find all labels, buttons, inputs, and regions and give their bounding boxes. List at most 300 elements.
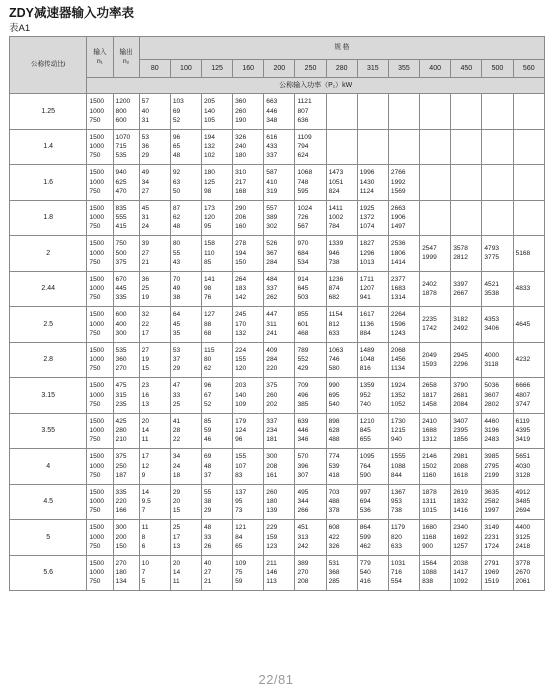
cell-value: 9 [141, 471, 146, 479]
cell-value: 557 [266, 204, 278, 212]
cell-value: 2791 [484, 559, 500, 567]
power-cell [295, 307, 326, 343]
cell-value: 73 [235, 507, 243, 515]
cell-value: 1683 [390, 285, 406, 293]
cell-value: 1500 [89, 240, 105, 248]
cell-value: 120 [235, 365, 247, 373]
ratio-cell: 4 [10, 449, 87, 485]
cell-value: 134 [115, 578, 127, 586]
cell-value: 884 [359, 329, 371, 337]
cell-value: 210 [115, 436, 127, 444]
cell-value: 645 [297, 285, 309, 293]
power-cell [201, 555, 232, 591]
cell-value: 240 [235, 143, 247, 151]
cell-value: 205 [203, 98, 215, 106]
cell-value: 278 [235, 240, 247, 248]
output-speed-cell [113, 520, 139, 556]
ratio-cell: 5 [10, 520, 87, 556]
cell-value: 844 [390, 471, 402, 479]
cell-value: 1489 [359, 346, 375, 354]
cell-value: 181 [266, 436, 278, 444]
power-cell [388, 236, 419, 272]
cell-value: 1352 [390, 391, 406, 399]
cell-value: 115 [203, 346, 215, 354]
cell-value: 534 [297, 258, 309, 266]
cell-value: 45 [172, 320, 181, 328]
power-cell [201, 413, 232, 449]
cell-value: 194 [235, 249, 247, 257]
input-speed-header [87, 37, 113, 78]
cell-value: 2296 [453, 360, 468, 368]
cell-value: 229 [266, 524, 278, 532]
power-cell [388, 200, 419, 236]
power-cell [420, 200, 451, 236]
cell-value: 2402 [422, 280, 437, 288]
cell-value: 997 [359, 488, 371, 496]
cell-value: 789 [297, 346, 309, 354]
cell-value: 1500 [89, 488, 105, 496]
cell-value: 96 [235, 436, 243, 444]
size-header-cell: 160 [233, 60, 264, 78]
cell-value: 715 [115, 143, 127, 151]
power-cell [295, 484, 326, 520]
cell-value: 1367 [390, 488, 406, 496]
cell-value: 855 [297, 311, 309, 319]
cell-value: 180 [235, 152, 247, 160]
ratio-cell: 2 [10, 236, 87, 272]
cell-value: 33 [203, 533, 212, 541]
power-cell [201, 342, 232, 378]
cell-value: 1051 [328, 178, 344, 186]
cell-value: 142 [235, 294, 247, 302]
cell-value: 1856 [453, 436, 468, 444]
cell-value: 1070 [115, 133, 131, 141]
power-cell [513, 555, 544, 591]
ratio-cell: 2.5 [10, 307, 87, 343]
cell-value: 270 [297, 569, 309, 577]
power-cell [233, 236, 264, 272]
cell-value: 750 [115, 240, 127, 248]
cell-value: 203 [235, 382, 247, 390]
cell-value: 567 [297, 223, 309, 231]
cell-value: 429 [297, 365, 309, 373]
cell-value: 173 [203, 204, 215, 212]
power-cell [139, 271, 170, 307]
power-cell [420, 271, 451, 307]
cell-value: 140 [203, 107, 215, 115]
ratio-cell: 1.8 [10, 200, 87, 236]
cell-value: 953 [390, 498, 402, 506]
cell-value: 1296 [359, 249, 375, 257]
cell-value: 113 [266, 578, 277, 586]
cell-value: 2582 [484, 498, 500, 506]
cell-value: 102 [203, 152, 215, 160]
cell-value: 127 [203, 311, 215, 319]
cell-value: 180 [266, 498, 278, 506]
cell-value: 37 [172, 356, 181, 364]
cell-value: 348 [266, 116, 278, 124]
cell-value: 2264 [390, 311, 406, 319]
cell-value: 2199 [484, 471, 500, 479]
power-cell [357, 449, 388, 485]
cell-value: 105 [203, 116, 215, 124]
cell-value: 160 [235, 223, 247, 231]
cell-value: 16 [141, 391, 149, 399]
cell-value: 4000 [484, 351, 500, 359]
cell-value: 2483 [484, 436, 500, 444]
cell-value: 1210 [359, 417, 375, 425]
power-cell [451, 165, 482, 201]
power-cell [139, 555, 170, 591]
cell-value: 8 [141, 533, 146, 541]
input-speed-cell [87, 449, 113, 485]
power-cell [139, 449, 170, 485]
cell-value: 639 [297, 417, 309, 425]
cell-value: 14 [172, 569, 181, 577]
cell-value: 535 [115, 152, 127, 160]
cell-value: 260 [266, 391, 278, 399]
cell-value: 468 [297, 329, 309, 337]
power-cell [326, 520, 357, 556]
power-cell [388, 165, 419, 201]
power-cell [388, 555, 419, 591]
cell-value: 1969 [484, 569, 500, 577]
power-cell [388, 449, 419, 485]
power-cell [264, 200, 295, 236]
cell-value: 445 [115, 285, 127, 293]
cell-value: 59 [203, 427, 212, 435]
cell-value: 1564 [422, 559, 437, 567]
cell-value: 65 [172, 143, 181, 151]
cell-value: 19 [141, 294, 149, 302]
cell-value: 952 [359, 391, 371, 399]
cell-value: 32 [141, 311, 149, 319]
cell-value: 85 [203, 258, 212, 266]
cell-value: 187 [115, 471, 127, 479]
cell-value: 208 [297, 578, 309, 586]
cell-value: 415 [115, 223, 127, 231]
cell-value: 67 [203, 391, 212, 399]
cell-value: 15 [141, 365, 149, 373]
cell-value: 1088 [422, 569, 437, 577]
power-cell [388, 307, 419, 343]
cell-value: 470 [115, 187, 127, 195]
cell-value: 824 [328, 187, 340, 195]
table-row [10, 378, 545, 414]
cell-value: 346 [297, 436, 309, 444]
power-cell [420, 378, 451, 414]
input-speed-cell [87, 129, 113, 165]
cell-value: 3196 [484, 427, 500, 435]
cell-value: 260 [235, 107, 247, 115]
ratio-cell: 5.6 [10, 555, 87, 591]
cell-value: 146 [266, 569, 278, 577]
cell-value: 15 [172, 507, 181, 515]
cell-value: 155 [235, 356, 247, 364]
cell-value: 52 [172, 116, 181, 124]
cell-value: 40 [203, 559, 212, 567]
power-cell [295, 342, 326, 378]
table-row [10, 413, 545, 449]
cell-value: 2802 [484, 400, 500, 408]
power-cell [139, 342, 170, 378]
cell-value: 96 [172, 133, 181, 141]
power-cell [420, 484, 451, 520]
cell-value: 1000 [89, 285, 105, 293]
power-cell [264, 413, 295, 449]
cell-value: 132 [235, 329, 247, 337]
cell-value: 1243 [390, 329, 406, 337]
cell-value: 898 [328, 417, 340, 425]
cell-value: 158 [203, 240, 215, 248]
cell-value: 378 [328, 507, 340, 515]
cell-value: 1500 [89, 169, 105, 177]
cell-value: 5 [141, 578, 146, 586]
cell-value: 6 [141, 542, 146, 550]
cell-value: 155 [235, 453, 247, 461]
cell-value: 433 [266, 143, 278, 151]
power-cell [295, 236, 326, 272]
power-cell [264, 236, 295, 272]
power-cell [170, 449, 201, 485]
cell-value: 389 [297, 559, 309, 567]
cell-value: 270 [115, 559, 127, 567]
table-row [10, 449, 545, 485]
cell-value: 48 [203, 524, 212, 532]
cell-value: 784 [328, 223, 340, 231]
cell-value: 554 [390, 578, 402, 586]
cell-value: 748 [297, 178, 309, 186]
cell-value: 31 [141, 214, 149, 222]
power-cell [388, 484, 419, 520]
cell-value: 3538 [484, 289, 500, 297]
cell-value: 1121 [297, 98, 312, 106]
cell-value: 84 [235, 533, 243, 541]
cell-value: 1500 [89, 311, 105, 319]
cell-value: 410 [266, 178, 278, 186]
cell-value: 3182 [453, 316, 468, 324]
power-cell [513, 342, 544, 378]
power-cell [388, 129, 419, 165]
cell-value: 624 [297, 152, 309, 160]
cell-value: 1680 [422, 524, 437, 532]
cell-value: 874 [328, 285, 340, 293]
cell-value: 27 [141, 249, 149, 257]
cell-value: 1000 [89, 107, 105, 115]
cell-value: 29 [172, 488, 181, 496]
cell-value: 914 [297, 275, 309, 283]
cell-value: 159 [266, 533, 278, 541]
cell-value: 488 [328, 436, 340, 444]
cell-value: 107 [235, 462, 247, 470]
cell-value: 2084 [453, 400, 468, 408]
cell-value: 4460 [484, 417, 500, 425]
cell-value: 290 [235, 204, 247, 212]
cell-value: 570 [297, 453, 309, 461]
cell-value: 740 [359, 400, 371, 408]
cell-value: 4353 [484, 316, 500, 324]
cell-value: 87 [172, 204, 181, 212]
unit-header: 公称输入功率（P₁）kW [87, 78, 545, 94]
power-cell [295, 378, 326, 414]
cell-value: 14 [141, 488, 149, 496]
output-speed-cell [113, 200, 139, 236]
cell-value: 18 [172, 471, 181, 479]
power-cell [451, 271, 482, 307]
cell-value: 1593 [422, 360, 437, 368]
cell-value: 820 [390, 533, 402, 541]
input-speed-cell [87, 200, 113, 236]
power-cell [513, 94, 544, 130]
power-cell [513, 200, 544, 236]
cell-value: 1236 [328, 275, 344, 283]
cell-value: 22 [172, 436, 181, 444]
cell-value: 307 [297, 471, 309, 479]
power-cell [295, 555, 326, 591]
power-cell [326, 129, 357, 165]
power-cell [295, 271, 326, 307]
cell-value: 1257 [453, 542, 468, 550]
power-cell [482, 200, 513, 236]
cell-value: 43 [172, 258, 181, 266]
cell-value: 27 [141, 187, 149, 195]
cell-value: 3407 [453, 417, 468, 425]
output-speed-cell [113, 129, 139, 165]
cell-value: 694 [359, 498, 371, 506]
cell-value: 262 [266, 294, 278, 302]
cell-value: 540 [359, 569, 371, 577]
cell-value: 1500 [89, 275, 105, 283]
cell-value: 503 [297, 294, 309, 302]
power-cell [513, 165, 544, 201]
size-header-cell: 400 [420, 60, 451, 78]
power-cell [139, 307, 170, 343]
power-cell [388, 378, 419, 414]
input-speed-label: 输入 [93, 48, 107, 56]
power-cell [170, 236, 201, 272]
cell-value: 2038 [453, 559, 468, 567]
power-cell [451, 94, 482, 130]
cell-value: 11 [141, 524, 149, 532]
power-cell [482, 236, 513, 272]
cell-value: 845 [359, 427, 371, 435]
cell-value: 40 [141, 107, 149, 115]
cell-value: 242 [297, 542, 309, 550]
cell-value: 183 [235, 285, 247, 293]
cell-value: 166 [115, 507, 127, 515]
power-cell [482, 484, 513, 520]
cell-value: 1359 [359, 382, 375, 390]
table-row [10, 129, 545, 165]
power-cell [326, 236, 357, 272]
cell-value: 1999 [422, 254, 437, 262]
cell-value: 552 [297, 356, 309, 364]
power-cell [357, 413, 388, 449]
output-speed-cell [113, 342, 139, 378]
cell-value: 750 [89, 294, 101, 302]
cell-value: 1068 [297, 169, 313, 177]
power-cell [388, 94, 419, 130]
cell-value: 245 [235, 311, 247, 319]
cell-value: 451 [297, 524, 309, 532]
cell-value: 1000 [89, 356, 105, 364]
power-cell [451, 413, 482, 449]
cell-value: 344 [297, 498, 309, 506]
power-cell [357, 555, 388, 591]
power-cell [357, 271, 388, 307]
cell-value: 69 [203, 453, 212, 461]
cell-value: 2766 [390, 169, 406, 177]
cell-value: 941 [359, 294, 371, 302]
cell-value: 360 [235, 98, 247, 106]
cell-value: 1031 [390, 559, 406, 567]
cell-value: 608 [328, 524, 340, 532]
cell-value: 7 [141, 507, 146, 515]
cell-value: 52 [203, 400, 212, 408]
power-cell [357, 200, 388, 236]
cell-value: 595 [297, 187, 309, 195]
power-cell [482, 271, 513, 307]
cell-value: 170 [235, 320, 247, 328]
power-cell [264, 342, 295, 378]
ratio-cell: 2.44 [10, 271, 87, 307]
cell-value: 946 [328, 249, 340, 257]
power-cell [420, 94, 451, 130]
cell-value: 2667 [453, 289, 468, 297]
cell-value: 220 [115, 498, 127, 506]
cell-value: 13 [141, 400, 149, 408]
cell-value: 34 [172, 453, 181, 461]
cell-value: 750 [89, 578, 101, 586]
cell-value: 1312 [422, 436, 437, 444]
power-cell [233, 484, 264, 520]
cell-value: 17 [141, 329, 149, 337]
cell-value: 750 [89, 507, 101, 515]
cell-value: 750 [89, 187, 101, 195]
cell-value: 10 [141, 559, 149, 567]
power-cell [201, 165, 232, 201]
cell-value: 59 [235, 578, 243, 586]
power-cell [420, 555, 451, 591]
power-cell [139, 129, 170, 165]
cell-value: 5036 [484, 382, 500, 390]
power-cell [420, 449, 451, 485]
cell-value: 200 [115, 533, 127, 541]
output-speed-symbol: n₂ [122, 58, 130, 65]
table-header [10, 37, 545, 94]
cell-value: 1136 [359, 320, 374, 328]
cell-value: 123 [266, 542, 278, 550]
cell-value: 27 [203, 569, 212, 577]
power-cell [357, 484, 388, 520]
cell-value: 41 [172, 417, 181, 425]
cell-value: 150 [235, 258, 247, 266]
cell-value: 2670 [515, 569, 531, 577]
cell-value: 600 [115, 311, 127, 319]
power-cell [201, 484, 232, 520]
cell-value: 738 [390, 507, 402, 515]
cell-value: 2492 [453, 325, 468, 333]
cell-value: 190 [235, 116, 247, 124]
cell-value: 36 [141, 275, 149, 283]
cell-value: 1500 [89, 382, 105, 390]
power-cell [264, 555, 295, 591]
cell-value: 590 [359, 471, 371, 479]
cell-value: 120 [203, 214, 215, 222]
power-cell [170, 484, 201, 520]
output-speed-label: 输出 [119, 48, 133, 56]
cell-value: 22 [141, 320, 149, 328]
